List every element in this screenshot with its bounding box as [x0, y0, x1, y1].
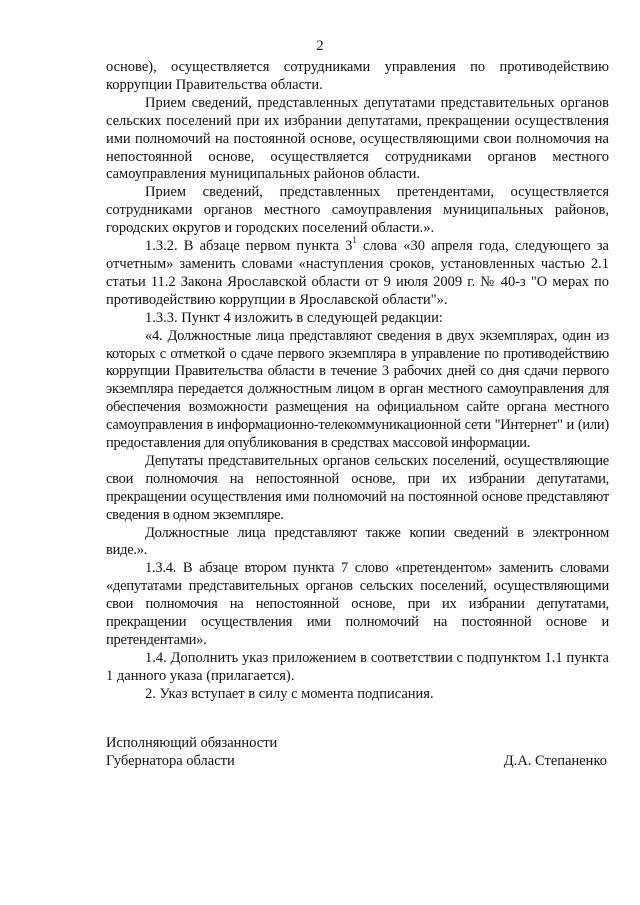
- paragraph-1-3-3: 1.3.3. Пункт 4 изложить в следующей редакции:: [145, 309, 443, 326]
- paragraph-1-3-2: [106, 235, 609, 310]
- page-number: 2: [316, 38, 324, 54]
- signature-block: [106, 734, 609, 770]
- document-body: [106, 59, 609, 704]
- paragraph-point-4: «4. Должностные лица представляют сведения в двух экземплярах, один из которых с отметкой о сдаче первого экземпляра в управление по противодействию коррупции Правительства области в течение 3 рабочих дней со дня сдачи первого экземпляра передается должностным лицом в орган местного самоуправления для обеспечения возможности размещения на официальном сайте органа местного самоуправления в информационно-телекоммуникационной сети "Интернет" и (или) предоставления для опубликования в средствах массовой информации.: [106, 327, 609, 452]
- position-line-1: Исполняющий обязанности: [106, 735, 278, 751]
- paragraph-1-3-2-rest: слова «30 апреля года, следующего за отчетным» заменить словами «наступления сроков, установленных частью 2.1 статьи 11.2 Закона Ярославской области от 9 июля 2009 г. № 40-з "О мерах по противодействию коррупции в Ярославской области"».: [106, 238, 609, 308]
- signatory-position: [106, 734, 277, 770]
- paragraph-1-4: 1.4. Дополнить указ приложением в соответствии с подпунктом 1.1 пункта 1 данного указа (прилагается).: [106, 649, 609, 684]
- superscript: 1: [352, 235, 357, 246]
- paragraph-electronic-copies: Должностные лица представляют также копии сведений в электронном виде.».: [106, 524, 609, 559]
- paragraph-1-3-2-start: 1.3.2. В абзаце первом пункта 3: [145, 238, 353, 255]
- paragraph-candidates: Прием сведений, представленных претендентами, осуществляется сотрудниками органов местного самоуправления муниципальных районов, городских округов и городских поселений области.».: [106, 184, 609, 237]
- paragraph-continuation: основе), осуществляется сотрудниками управления по противодействию коррупции Правительства области.: [106, 59, 609, 93]
- paragraph-1-3-4: 1.3.4. В абзаце втором пункта 7 слово «претендентом» заменить словами «депутатами представительных органов сельских поселений, осуществляющими свои полномочия на непостоянной основе, при их избрании депутатами, прекращении осуществления ими полномочий на постоянной основе и претендентами».: [106, 560, 609, 648]
- signatory-name: Д.А. Степаненко: [503, 753, 607, 769]
- paragraph-rural-deputies: Прием сведений, представленных депутатами представительных органов сельских поселений при их избрании депутатами, прекращении осуществления ими полномочий на постоянной основе, осуществляющими свои полномочия на непостоянной основе, осуществляется сотрудниками органов местного самоуправления муниципальных районов области.: [106, 94, 609, 183]
- paragraph-deputies-one-copy: Депутаты представительных органов сельских поселений, осуществляющие свои полномочия на непостоянной основе, при их избрании депутатами, прекращении осуществления ими полномочий на постоянной основе представляют сведения в одном экземпляре.: [106, 452, 609, 523]
- paragraph-2: 2. Указ вступает в силу с момента подписания.: [145, 685, 434, 702]
- position-line-2: Губернатора области: [106, 753, 235, 769]
